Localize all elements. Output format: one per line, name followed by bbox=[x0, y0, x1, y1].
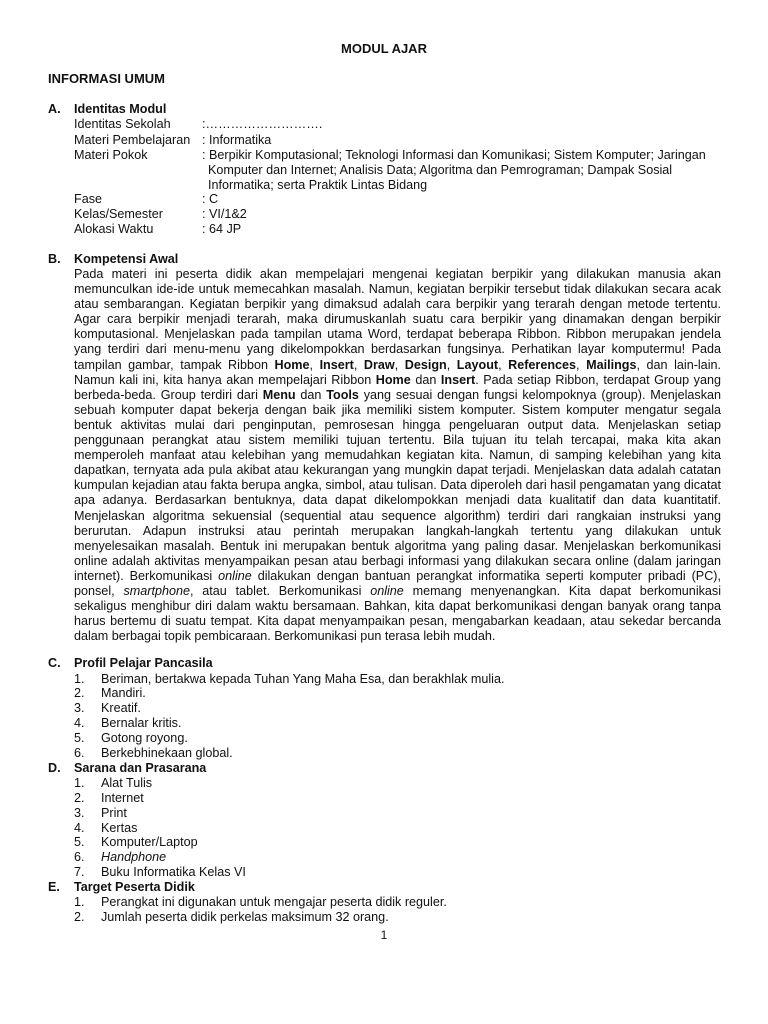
list-item-number: 6. bbox=[74, 850, 85, 864]
para-text: dan bbox=[295, 387, 327, 402]
para-sep: , bbox=[353, 357, 364, 372]
page-number: 1 bbox=[380, 928, 388, 942]
para-bold-references: References bbox=[508, 357, 577, 372]
list-item: Bernalar kritis. bbox=[101, 716, 182, 730]
list-item: Internet bbox=[101, 791, 144, 805]
list-item-number: 2. bbox=[74, 910, 85, 924]
list-item: Komputer/Laptop bbox=[101, 835, 198, 849]
list-item: Berkebhinekaan global. bbox=[101, 746, 233, 760]
topic-line-3: Informatika; serta Praktik Lintas Bidang bbox=[208, 178, 428, 192]
para-text: . Pada setiap Ribbon, terdapat Group yang berbeda-beda. Group terdiri dari bbox=[74, 372, 721, 402]
list-item: Jumlah peserta didik perkelas maksimum 32 orang. bbox=[101, 910, 389, 924]
para-bold-home: Home bbox=[274, 357, 310, 372]
identity-value-school: :………………………. bbox=[202, 117, 323, 131]
para-text: , dan lain-lain. Namun kali ini, kita hanya akan mempelajari Ribbon bbox=[74, 357, 721, 387]
para-bold-home: Home bbox=[375, 372, 411, 387]
para-bold-layout: Layout bbox=[456, 357, 499, 372]
identity-value-phase: : C bbox=[202, 192, 219, 206]
list-item-number: 1. bbox=[74, 776, 85, 790]
list-item-number: 6. bbox=[74, 746, 85, 760]
identity-key-school: Identitas Sekolah bbox=[74, 117, 171, 131]
list-item: Mandiri. bbox=[101, 686, 146, 700]
para-text: memang menyenangkan. Kita dapat berkomunikasi sekaligus menghibur diri dalam waktu bersamaan. Bahkan, kita dapat berkomunikasi dengan banyak orang tanpa harus bertemu di suatu tempat. Kita dapat menyampaikan pesan, mengabarkan keadaan, atau sekedar bercanda dalam berbagai topik pembicaraan. Berkomunikasi pun terasa lebih mudah. bbox=[74, 583, 722, 644]
topic-line-1: : Berpikir Komputasional; Teknologi Informasi dan Komunikasi; Sistem Komputer; Jaringan bbox=[202, 148, 706, 162]
section-a-title: Identitas Modul bbox=[74, 102, 167, 116]
list-item-number: 1. bbox=[74, 895, 85, 909]
para-text: yang sesuai dengan fungsi kelompoknya (group). Menjelaskan sebuah komputer dapat bekerja dengan baik jika memiliki sistem komputer. Sistem komputer mengatur segala bentuk aktivitas mulai dari penginputan, pemrosesan hingga pengeluaran output data. Menjelaskan setiap penggunaan perangkat atau sistem memiliki tujuan tertentu. Bila tujuan itu telah tercapai, maka kita akan memperoleh manfaat atau kelebihan yang memudahkan kegiatan kita. Namun, di samping kelebihan yang kita dapatkan, ternyata ada pula akibat atau kekurangan yang mungkin dapat terjadi. Menjelaskan data adalah catatan kumpulan kejadian atau fakta berupa angka, simbol, atau tulisan. Data diperoleh dari hasil pengamatan yang dicatat apa adanya. Berdasarkan bentuknya, data dapat dikelompokkan menjadi data kualitatif dan data kuantitatif. Menjelaskan algoritma sekuensial (sequential atau sequence algorithm) terdiri dari rangkaian instruksi yang berurutan. Adapun instruksi atau perintah merupakan langkah-langkah tertentu yang dilakukan untuk menyelesaikan masalah. Bentuk ini merupakan bentuk algoritma yang paling dasar. Menjelaskan berkomunikasi online adalah aktivitas menyampaikan pesan atau berbagi informasi yang dilakukan secara online (dalam jaringan internet). Berkomunikasi bbox=[74, 387, 721, 583]
para-text: dilakukan dengan bantuan perangkat informatika seperti komputer pribadi (PC), ponsel, bbox=[74, 568, 721, 598]
list-item: Buku Informatika Kelas VI bbox=[101, 865, 246, 879]
list-item-number: 4. bbox=[74, 821, 85, 835]
para-bold-mailings: Mailings bbox=[586, 357, 637, 372]
list-item-number: 5. bbox=[74, 835, 85, 849]
list-item-number: 3. bbox=[74, 701, 85, 715]
section-a-letter: A. bbox=[48, 102, 61, 116]
para-bold-menu: Menu bbox=[262, 387, 296, 402]
list-item: Print bbox=[101, 806, 127, 820]
identity-key-phase: Fase bbox=[74, 192, 102, 206]
section-b-letter: B. bbox=[48, 252, 61, 266]
section-b-title: Kompetensi Awal bbox=[74, 252, 179, 266]
list-item-number: 2. bbox=[74, 791, 85, 805]
para-bold-insert: Insert bbox=[440, 372, 476, 387]
list-item-number: 5. bbox=[74, 731, 85, 745]
section-d-letter: D. bbox=[48, 761, 61, 775]
para-bold-tools: Tools bbox=[326, 387, 359, 402]
para-sep: , bbox=[498, 357, 509, 372]
main-heading: INFORMASI UMUM bbox=[48, 71, 165, 86]
list-item: Handphone bbox=[101, 850, 167, 864]
list-item-number: 3. bbox=[74, 806, 85, 820]
section-e-title: Target Peserta Didik bbox=[74, 880, 195, 894]
para-text: , atau tablet. Berkomunikasi bbox=[189, 583, 371, 598]
identity-key-subject: Materi Pembelajaran bbox=[74, 133, 191, 147]
list-item-number: 7. bbox=[74, 865, 85, 879]
identity-key-time: Alokasi Waktu bbox=[74, 222, 154, 236]
identity-key-class: Kelas/Semester bbox=[74, 207, 163, 221]
section-c-letter: C. bbox=[48, 656, 61, 670]
para-text: Pada materi ini peserta didik akan mempelajari mengenai kegiatan berpikir yang dilakukan manusia akan memunculkan ide-ide untuk memecahkan masalah. Namun, kegiatan berpikir tersebut tidak dilakukan secara acak atau sembarangan. Kegiatan berpikir yang dimaksud adalah cara berpikir yang terarah dengan metode tertentu. Agar cara berpikir menjadi terarah, maka dirumuskanlah suatu cara berpikir yang dinamakan dengan berpikir komputasional. Menjelaskan pada tampilan utama Word, terdapat beberapa Ribbon. Ribbon merupakan jendela yang terdiri dari menu-menu yang dikelompokkan berdasarkan fungsinya. Perhatikan layar komputermu! Pada tampilan gambar, tampak Ribbon bbox=[74, 267, 721, 372]
para-bold-insert: Insert bbox=[319, 357, 354, 372]
section-d-title: Sarana dan Prasarana bbox=[74, 761, 207, 775]
para-sep: , bbox=[446, 357, 457, 372]
para-text: dan bbox=[410, 372, 441, 387]
para-italic-smartphone: smartphone bbox=[123, 583, 190, 598]
para-sep: , bbox=[394, 357, 405, 372]
para-sep: , bbox=[309, 357, 320, 372]
list-item-number: 2. bbox=[74, 686, 85, 700]
list-item: Kertas bbox=[101, 821, 138, 835]
identity-value-time: : 64 JP bbox=[202, 222, 242, 236]
para-bold-draw: Draw bbox=[363, 357, 395, 372]
para-bold-design: Design bbox=[404, 357, 447, 372]
para-italic-online: online bbox=[218, 568, 252, 583]
para-sep: , bbox=[576, 357, 587, 372]
identity-value-class: : VI/1&2 bbox=[202, 207, 247, 221]
list-item: Kreatif. bbox=[101, 701, 141, 715]
list-item: Alat Tulis bbox=[101, 776, 153, 790]
identity-value-subject: : Informatika bbox=[202, 133, 272, 147]
section-e-letter: E. bbox=[48, 880, 60, 894]
list-item: Beriman, bertakwa kepada Tuhan Yang Maha Esa, dan berakhlak mulia. bbox=[101, 672, 505, 686]
list-item: Perangkat ini digunakan untuk mengajar peserta didik reguler. bbox=[101, 895, 447, 909]
list-item: Gotong royong. bbox=[101, 731, 188, 745]
topic-line-2: Komputer dan Internet; Analisis Data; Algoritma dan Pemrograman; Dampak Sosial bbox=[208, 163, 673, 177]
list-item-number: 4. bbox=[74, 716, 85, 730]
document-title: MODUL AJAR bbox=[341, 41, 427, 56]
identity-value-topic bbox=[202, 148, 747, 193]
section-c-title: Profil Pelajar Pancasila bbox=[74, 656, 213, 670]
para-italic-online: online bbox=[370, 583, 404, 598]
section-b-paragraph bbox=[74, 267, 721, 644]
list-item-number: 1. bbox=[74, 672, 85, 686]
identity-key-topic: Materi Pokok bbox=[74, 148, 148, 162]
